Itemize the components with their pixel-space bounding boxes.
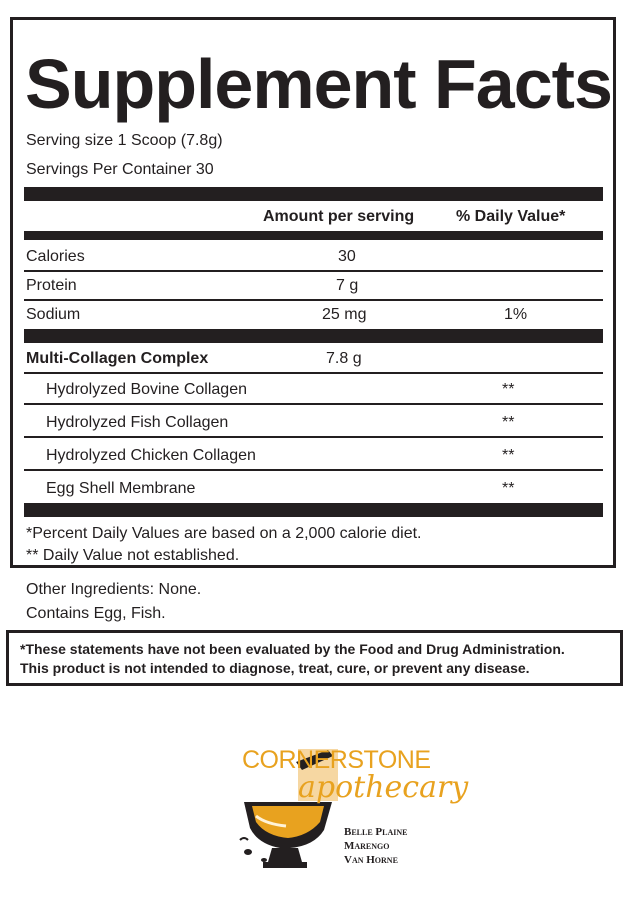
logo-location: Belle Plaine (344, 826, 408, 838)
footnote-percent-dv: *Percent Daily Values are based on a 2,000 calorie diet. (26, 525, 422, 542)
nutrient-name: Calories (26, 248, 85, 265)
blend-ingredient-dv: ** (502, 447, 515, 464)
row-divider (24, 469, 603, 471)
servings-per-container: Servings Per Container 30 (26, 161, 214, 178)
other-ingredients: Other Ingredients: None. (26, 581, 202, 598)
fda-disclaimer-line: *These statements have not been evaluated by the Food and Drug Administration. (20, 641, 565, 657)
blend-ingredient: Hydrolyzed Chicken Collagen (46, 447, 256, 464)
divider-thick (24, 329, 603, 343)
row-divider (24, 372, 603, 374)
row-divider (24, 270, 603, 272)
nutrient-daily-value: 1% (504, 306, 528, 323)
blend-ingredient-dv: ** (502, 381, 515, 398)
footnote-not-established: ** Daily Value not established. (26, 547, 240, 564)
divider-thick (24, 503, 603, 517)
nutrient-amount: 25 mg (322, 306, 367, 323)
row-divider (24, 436, 603, 438)
logo-brand: CORNERSTONE (242, 746, 431, 774)
divider-medium (24, 231, 603, 240)
amount-header: Amount per serving (263, 208, 415, 225)
cornerstone-apothecary-logo (236, 744, 469, 874)
daily-value-header: % Daily Value* (456, 208, 566, 225)
blend-ingredient-dv: ** (502, 480, 515, 497)
nutrient-amount: 7 g (336, 277, 359, 294)
fda-disclaimer-box (6, 630, 623, 686)
nutrient-amount: 30 (338, 248, 356, 265)
nutrient-name: Sodium (26, 306, 81, 323)
blend-ingredient: Egg Shell Membrane (46, 480, 196, 497)
allergen-statement: Contains Egg, Fish. (26, 605, 166, 622)
blend-ingredient: Hydrolyzed Bovine Collagen (46, 381, 247, 398)
nutrient-name: Protein (26, 277, 77, 294)
fda-disclaimer-line: This product is not intended to diagnose, treat, cure, or prevent any disease. (20, 660, 530, 676)
logo-subtitle: apothecary (298, 770, 469, 805)
divider-thick (24, 187, 603, 201)
blend-amount: 7.8 g (326, 350, 362, 367)
panel-title: Supplement Facts (25, 45, 612, 123)
row-divider (24, 403, 603, 405)
serving-size: Serving size 1 Scoop (7.8g) (26, 132, 223, 149)
row-divider (24, 299, 603, 301)
blend-ingredient-dv: ** (502, 414, 515, 431)
blend-name: Multi-Collagen Complex (26, 350, 209, 367)
logo-location: Van Horne (344, 854, 398, 866)
blend-ingredient: Hydrolyzed Fish Collagen (46, 414, 229, 431)
logo-location: Marengo (344, 840, 390, 852)
